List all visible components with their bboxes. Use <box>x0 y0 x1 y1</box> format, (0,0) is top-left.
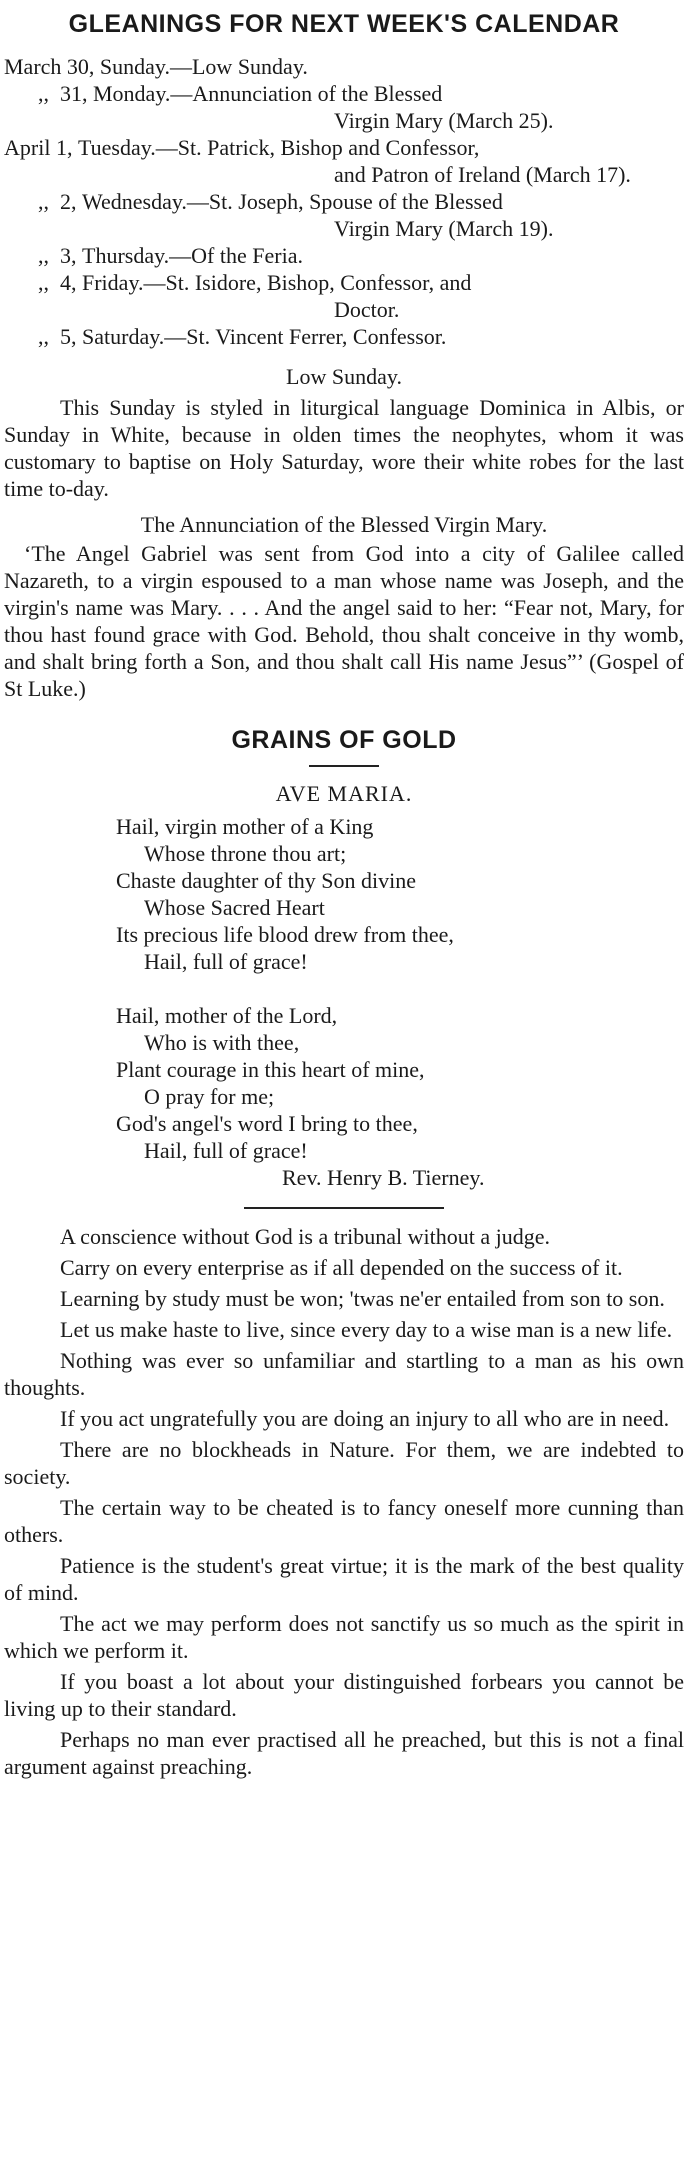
calendar-feast-continued: Doctor. <box>334 297 400 322</box>
maxim: Nothing was ever so unfamiliar and startling to a man as his own thoughts. <box>4 1348 684 1400</box>
poem-line: Whose throne thou art; <box>144 841 347 866</box>
maxim: If you act ungratefully you are doing an injury to all who are in need. <box>60 1406 670 1431</box>
calendar-feast: Thursday.—Of the Feria. <box>82 243 303 268</box>
calendar-feast: Tuesday.—St. Patrick, Bishop and Confessor, <box>77 135 480 160</box>
poem-line: Hail, full of grace! <box>144 949 308 974</box>
calendar-feast: Saturday.—St. Vincent Ferrer, Confessor. <box>82 324 447 349</box>
maxim: Let us make haste to live, since every day to a wise man is a new life. <box>60 1317 673 1342</box>
poem-line: Its precious life blood drew from thee, <box>116 922 454 947</box>
calendar-date: ,, 5, <box>38 324 82 349</box>
annunciation-paragraph: ‘The Angel Gabriel was sent from God into a city of Galilee called Nazareth, to a virgin espoused to a man whose name was Joseph, and the virgin's name was Mary. . . . And the angel said to her: “Fear not, Mary, for thou hast found grace with God. Behold, thou shalt conceive in thy womb, and shalt bring forth a Son, and thou shalt call His name Jesus”’ (Gospel of St Luke.) <box>4 541 684 701</box>
poem-line: Hail, full of grace! <box>144 1138 308 1163</box>
poem-line: O pray for me; <box>144 1084 275 1109</box>
calendar-list <box>4 53 684 350</box>
poem-line: Plant courage in this heart of mine, <box>116 1057 425 1082</box>
maxim: The certain way to be cheated is to fancy oneself more cunning than others. <box>4 1495 684 1547</box>
maxim: If you boast a lot about your distinguished forbears you cannot be living up to their standard. <box>4 1669 684 1721</box>
calendar-feast: Friday.—St. Isidore, Bishop, Confessor, and <box>82 270 472 295</box>
calendar-feast-continued: Virgin Mary (March 25). <box>334 108 554 133</box>
maxim: Learning by study must be won; 'twas ne'er entailed from son to son. <box>60 1286 665 1311</box>
calendar-entry <box>4 80 684 134</box>
calendar-entry <box>4 53 684 80</box>
calendar-entry <box>4 242 684 269</box>
calendar-date: ,, 2, <box>38 189 82 214</box>
calendar-feast: Sunday.—Low Sunday. <box>99 54 308 79</box>
poem-author: Rev. Henry B. Tierney. <box>282 1165 485 1190</box>
maxim: The act we may perform does not sanctify us so much as the spirit in which we perform it. <box>4 1611 684 1663</box>
calendar-entry <box>4 188 684 242</box>
calendar-feast-continued: and Patron of Ireland (March 17). <box>334 162 631 187</box>
annunciation-title: The Annunciation of the Blessed Virgin Mary. <box>140 512 548 537</box>
poem-line: Who is with thee, <box>144 1030 300 1055</box>
maxim: Perhaps no man ever practised all he preached, but this is not a final argument against preaching. <box>4 1727 684 1779</box>
heading-rule <box>309 765 379 767</box>
maxim: A conscience without God is a tribunal without a judge. <box>60 1224 551 1249</box>
calendar-date: ,, 4, <box>38 270 82 295</box>
stanza-gap <box>116 975 684 1002</box>
maxim: There are no blockheads in Nature. For them, we are indebted to society. <box>4 1437 684 1489</box>
grains-of-gold-heading: GRAINS OF GOLD <box>231 726 457 754</box>
poem-line: Whose Sacred Heart <box>144 895 325 920</box>
poem-line: God's angel's word I bring to thee, <box>116 1111 418 1136</box>
calendar-entry <box>4 134 684 188</box>
calendar-date: March 30, <box>4 54 100 79</box>
poem-line: Chaste daughter of thy Son divine <box>116 868 417 893</box>
calendar-feast-continued: Virgin Mary (March 19). <box>334 216 554 241</box>
poem-line: Hail, mother of the Lord, <box>116 1003 338 1028</box>
poem-title: AVE MARIA. <box>275 781 413 806</box>
maxim: Patience is the student's great virtue; it is the mark of the best quality of mind. <box>4 1553 684 1605</box>
maxims-list <box>4 1223 684 1780</box>
calendar-entry <box>4 323 684 350</box>
calendar-feast: Monday.—Annunciation of the Blessed <box>93 81 443 106</box>
calendar-feast: Wednesday.—St. Joseph, Spouse of the Blessed <box>82 189 503 214</box>
calendar-date: April 1, <box>4 135 78 160</box>
low-sunday-title: Low Sunday. <box>286 364 402 389</box>
maxim: Carry on every enterprise as if all depended on the success of it. <box>60 1255 623 1280</box>
poem-line: Hail, virgin mother of a King <box>116 814 374 839</box>
low-sunday-paragraph: This Sunday is styled in liturgical language Dominica in Albis, or Sunday in White, because in olden times the neophytes, whom it was customary to baptise on Holy Saturday, wore their white robes for the last time to-day. <box>4 395 684 501</box>
calendar-date: ,, 3, <box>38 243 82 268</box>
poem <box>4 813 684 1191</box>
calendar-date: ,, 31, <box>38 81 93 106</box>
calendar-headline: GLEANINGS FOR NEXT WEEK'S CALENDAR <box>68 10 620 38</box>
calendar-entry <box>4 269 684 323</box>
